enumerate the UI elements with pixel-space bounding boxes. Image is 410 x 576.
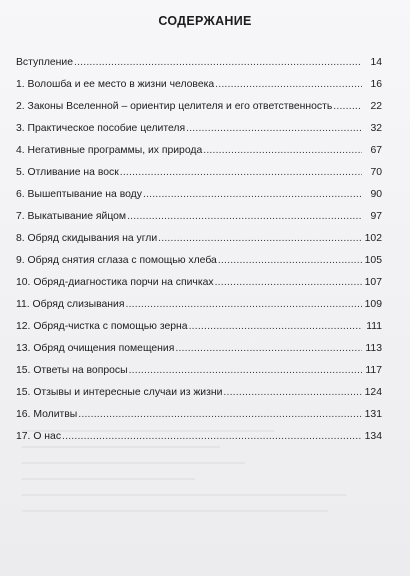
page-title: СОДЕРЖАНИЕ <box>158 14 252 28</box>
toc-leader-dots <box>189 319 362 335</box>
toc-entry <box>16 319 382 341</box>
toc-leader-dots <box>143 187 362 203</box>
toc-leader-dots <box>74 55 362 71</box>
toc-entry-page: 14 <box>370 57 382 68</box>
toc-leader-dots <box>125 297 362 313</box>
toc-entry-page: 90 <box>370 189 382 200</box>
toc-leader-dots <box>78 407 362 423</box>
toc-entry <box>16 165 382 187</box>
toc-entry-page: 131 <box>364 409 382 420</box>
toc-entry-label: 9. Обряд снятия сглаза с помощью хлеба <box>16 255 217 266</box>
toc-leader-dots <box>223 385 362 401</box>
toc-entry-page: 124 <box>364 387 382 398</box>
toc-entry <box>16 407 382 429</box>
toc-entry-label: 4. Негативные программы, их природа <box>16 145 203 156</box>
toc-entry <box>16 143 382 165</box>
toc-entry-label: Вступление <box>16 57 73 68</box>
toc-entry-page: 134 <box>364 431 382 442</box>
toc-entry-label: 5. Отливание на воск <box>16 167 119 178</box>
toc-entry-page: 70 <box>370 167 382 178</box>
toc-entry-page: 32 <box>370 123 382 134</box>
toc-entry-label: 17. О нас <box>16 431 62 442</box>
toc-entry-label: 11. Обряд слизывания <box>16 299 125 310</box>
toc-leader-dots <box>158 231 362 247</box>
toc-entry-page: 67 <box>370 145 382 156</box>
toc-leader-dots <box>129 363 362 379</box>
toc-leader-dots <box>218 253 362 269</box>
toc-entry-label: 7. Выкатывание яйцом <box>16 211 127 222</box>
toc-entry-label: 2. Законы Вселенной – ориентир целителя и его ответственность <box>16 101 333 112</box>
show-through-text <box>22 430 382 526</box>
toc-entry-label: 12. Обряд-чистка с помощью зерна <box>16 321 188 332</box>
toc-entry <box>16 297 382 319</box>
toc-leader-dots <box>127 209 362 225</box>
toc-entry <box>16 187 382 209</box>
toc-leader-dots <box>175 341 362 357</box>
toc-leader-dots <box>203 143 362 159</box>
toc-entry-page: 113 <box>365 343 382 354</box>
toc-entry-page: 97 <box>370 211 382 222</box>
toc-entry-page: 117 <box>365 365 382 376</box>
toc-leader-dots <box>120 165 362 181</box>
toc-entry-page: 22 <box>370 101 382 112</box>
toc-entry-page: 16 <box>370 79 382 90</box>
toc-leader-dots <box>215 275 362 291</box>
toc-entry-label: 16. Молитвы <box>16 409 78 420</box>
toc-entry-label: 1. Волошба и ее место в жизни человека <box>16 79 215 90</box>
toc-entry-label: 13. Обряд очищения помещения <box>16 343 175 354</box>
toc-entry-label: 3. Практическое пособие целителя <box>16 123 186 134</box>
toc-entry <box>16 385 382 407</box>
toc-entry-page: 111 <box>366 321 382 332</box>
toc-entry-page: 105 <box>364 255 382 266</box>
toc-entry <box>16 121 382 143</box>
toc-entry <box>16 55 382 77</box>
toc-leader-dots <box>333 99 362 115</box>
toc-entry-page: 107 <box>364 277 382 288</box>
toc-entry <box>16 275 382 297</box>
toc-entry <box>16 253 382 275</box>
toc-leader-dots <box>186 121 362 137</box>
toc-entry <box>16 341 382 363</box>
toc-entry <box>16 99 382 121</box>
toc-entry-label: 15. Ответы на вопросы <box>16 365 128 376</box>
toc-entry <box>16 209 382 231</box>
toc-entry <box>16 77 382 99</box>
toc-entry <box>16 363 382 385</box>
toc-entry-label: 10. Обряд-диагностика порчи на спичках <box>16 277 214 288</box>
toc-leader-dots <box>215 77 362 93</box>
toc-entry-label: 6. Вышептывание на воду <box>16 189 142 200</box>
toc-entry-page: 109 <box>364 299 382 310</box>
toc-entry-label: 15. Отзывы и интересные случаи из жизни <box>16 387 223 398</box>
toc-entry <box>16 231 382 253</box>
toc-entry-page: 102 <box>364 233 382 244</box>
toc-entry-label: 8. Обряд скидывания на угли <box>16 233 158 244</box>
table-of-contents <box>16 55 382 451</box>
